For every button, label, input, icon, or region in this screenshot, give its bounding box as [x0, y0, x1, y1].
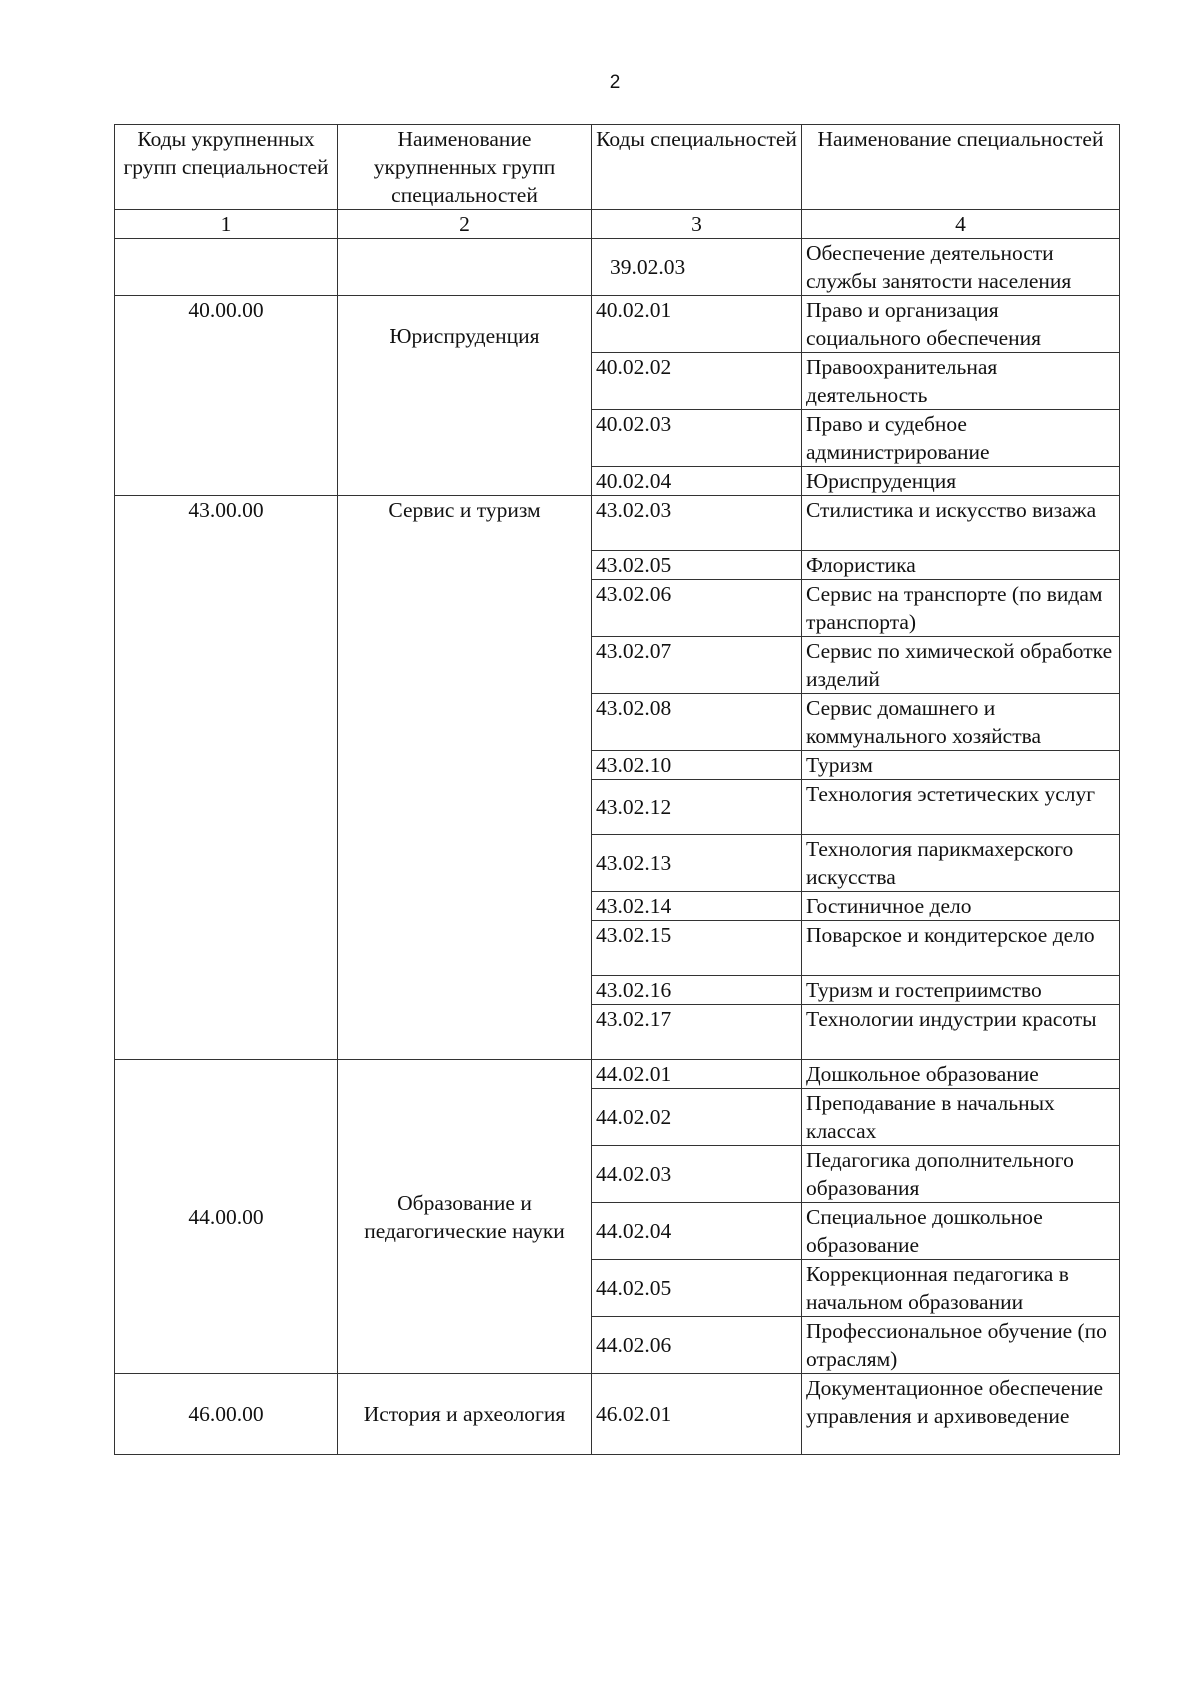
specialty-code: 40.02.02 [592, 353, 802, 410]
column-number: 1 [115, 210, 338, 239]
specialty-name: Сервис домашнего и коммунального хозяйства [802, 694, 1120, 751]
group-name: Сервис и туризм [338, 496, 592, 1060]
column-number: 2 [338, 210, 592, 239]
specialty-name: Право и судебное администрирование [802, 410, 1120, 467]
specialty-name: Документационное обеспечение управления и архивоведение [802, 1374, 1120, 1455]
header-group-codes: Коды укрупненных групп специальностей [115, 125, 338, 210]
empty-cell [338, 239, 592, 296]
group-code: 43.00.00 [115, 496, 338, 1060]
specialty-code: 44.02.04 [592, 1203, 802, 1260]
specialty-code: 40.02.03 [592, 410, 802, 467]
specialties-table [114, 124, 1120, 1455]
page-number: 2 [609, 72, 621, 93]
specialty-name: Технологии индустрии красоты [802, 1005, 1120, 1060]
specialty-name: Сервис на транспорте (по видам транспорта) [802, 580, 1120, 637]
specialty-code: 44.02.06 [592, 1317, 802, 1374]
specialty-code: 43.02.10 [592, 751, 802, 780]
specialty-code: 39.02.03 [592, 239, 802, 296]
group-code: 40.00.00 [115, 296, 338, 496]
specialty-name: Технология эстетических услуг [802, 780, 1120, 835]
specialty-code: 44.02.03 [592, 1146, 802, 1203]
table-row [115, 1374, 1120, 1455]
specialty-code: 43.02.13 [592, 835, 802, 892]
specialty-code: 43.02.08 [592, 694, 802, 751]
specialty-code: 44.02.02 [592, 1089, 802, 1146]
specialty-code: 43.02.17 [592, 1005, 802, 1060]
specialty-name: Коррекционная педагогика в начальном образовании [802, 1260, 1120, 1317]
column-number: 3 [592, 210, 802, 239]
specialty-code: 43.02.14 [592, 892, 802, 921]
specialty-code: 44.02.05 [592, 1260, 802, 1317]
header-specialty-names: Наименование специальностей [802, 125, 1120, 210]
specialty-name: Стилистика и искусство визажа [802, 496, 1120, 551]
group-name: Юриспруденция [338, 296, 592, 496]
header-group-names: Наименование укрупненных групп специальностей [338, 125, 592, 210]
column-number: 4 [802, 210, 1120, 239]
specialty-name: Обеспечение деятельности службы занятости населения [802, 239, 1120, 296]
specialty-code: 43.02.06 [592, 580, 802, 637]
specialty-name: Технология парикмахерского искусства [802, 835, 1120, 892]
specialty-name: Педагогика дополнительного образования [802, 1146, 1120, 1203]
specialty-name: Право и организация социального обеспечения [802, 296, 1120, 353]
specialty-code: 43.02.07 [592, 637, 802, 694]
specialty-code: 43.02.12 [592, 780, 802, 835]
specialty-code: 43.02.16 [592, 976, 802, 1005]
column-number-row [115, 210, 1120, 239]
group-name: Образование и педагогические науки [338, 1060, 592, 1374]
table-header-row [115, 125, 1120, 210]
specialty-code: 43.02.15 [592, 921, 802, 976]
specialty-name: Туризм [802, 751, 1120, 780]
specialty-name: Преподавание в начальных классах [802, 1089, 1120, 1146]
specialty-name: Юриспруденция [802, 467, 1120, 496]
specialty-code: 44.02.01 [592, 1060, 802, 1089]
specialty-name: Правоохранительная деятельность [802, 353, 1120, 410]
specialty-name: Поварское и кондитерское дело [802, 921, 1120, 976]
table-row [115, 1060, 1120, 1089]
header-specialty-codes: Коды специальностей [592, 125, 802, 210]
specialty-code: 40.02.01 [592, 296, 802, 353]
group-name: История и археология [338, 1374, 592, 1455]
table-row [115, 239, 1120, 296]
group-code: 46.00.00 [115, 1374, 338, 1455]
specialty-name: Туризм и гостеприимство [802, 976, 1120, 1005]
group-code: 44.00.00 [115, 1060, 338, 1374]
specialty-name: Флористика [802, 551, 1120, 580]
specialty-code: 40.02.04 [592, 467, 802, 496]
specialty-name: Дошкольное образование [802, 1060, 1120, 1089]
specialty-code: 43.02.05 [592, 551, 802, 580]
table-row [115, 496, 1120, 551]
specialty-code: 43.02.03 [592, 496, 802, 551]
empty-cell [115, 239, 338, 296]
specialty-name: Гостиничное дело [802, 892, 1120, 921]
table-row [115, 296, 1120, 353]
specialty-name: Специальное дошкольное образование [802, 1203, 1120, 1260]
specialty-name: Профессиональное обучение (по отраслям) [802, 1317, 1120, 1374]
specialty-code: 46.02.01 [592, 1374, 802, 1455]
specialty-name: Сервис по химической обработке изделий [802, 637, 1120, 694]
